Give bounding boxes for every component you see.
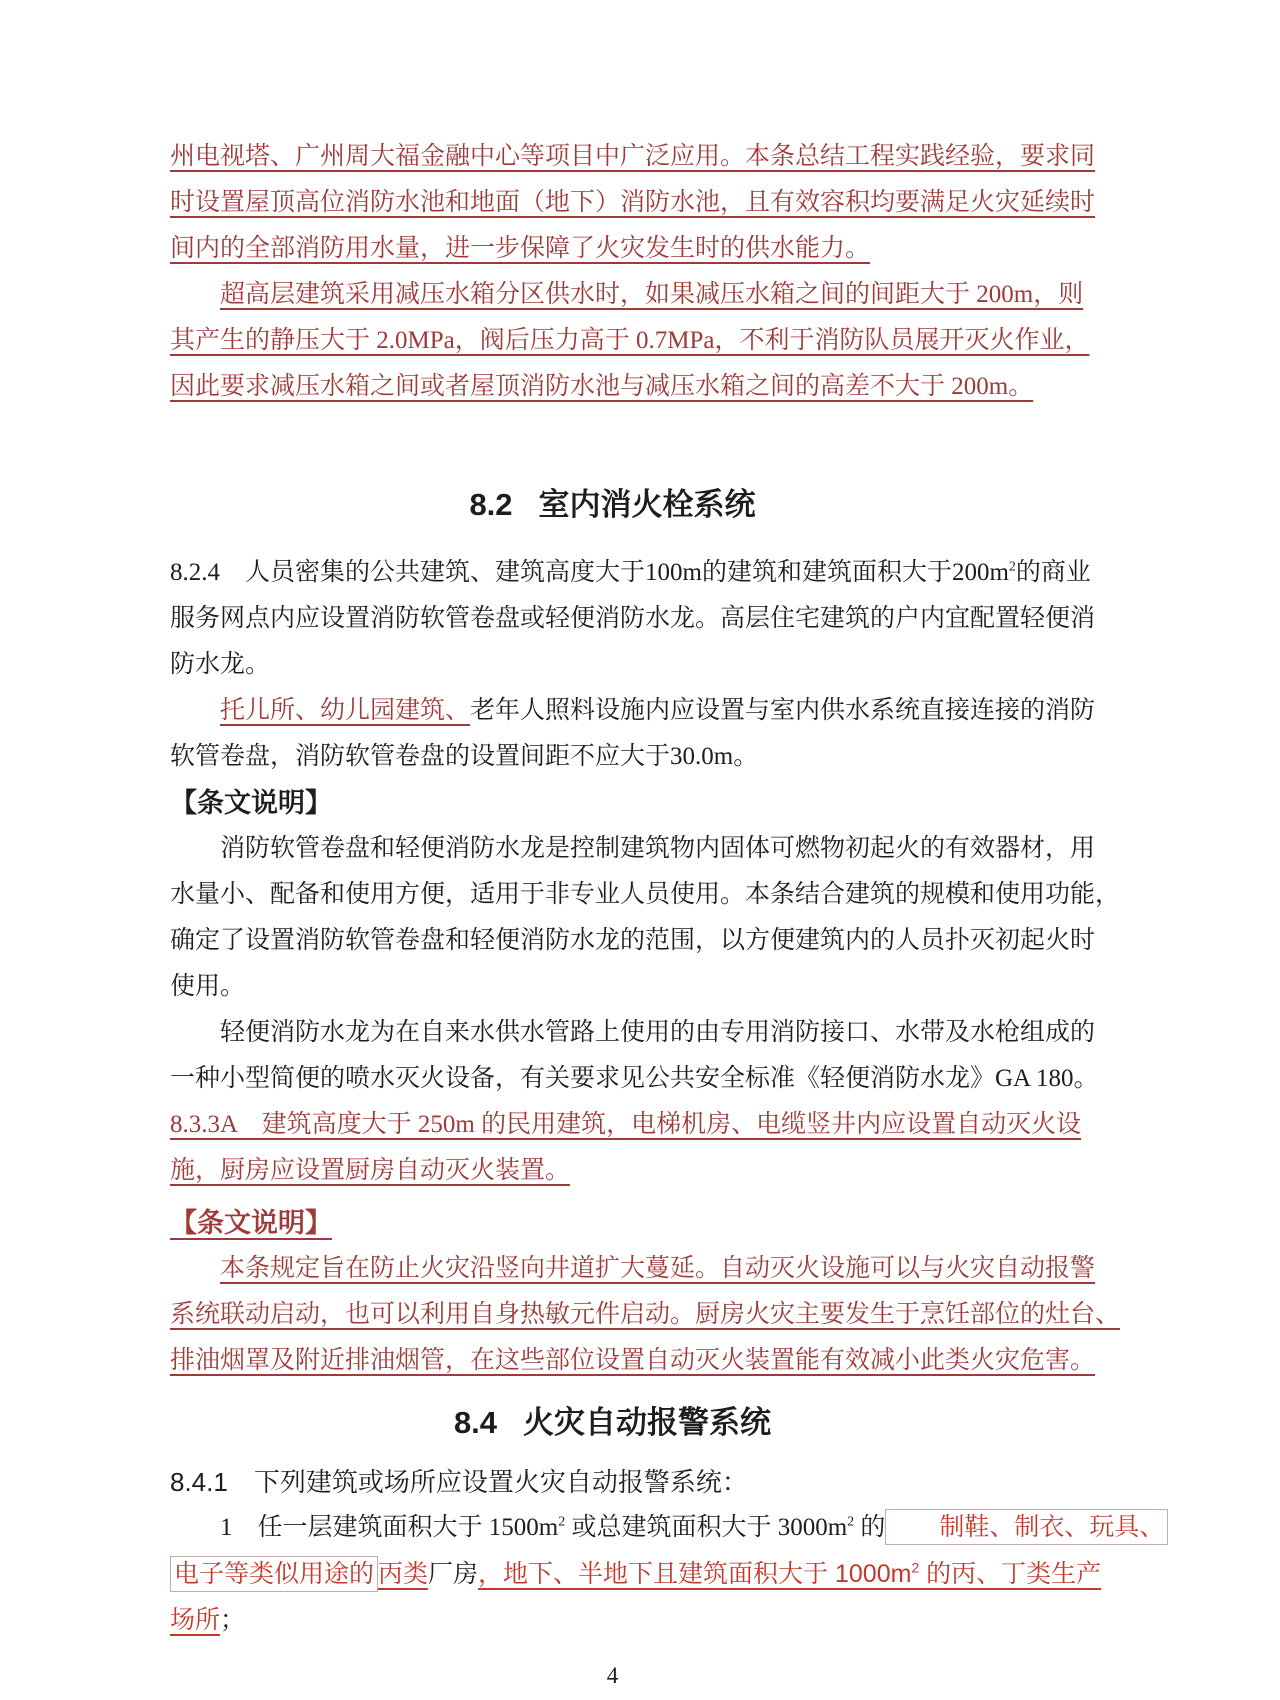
section-heading-8-4	[170, 1400, 1055, 1446]
superscript-2: 2	[911, 1559, 920, 1576]
item-1-semicolon: ；	[220, 1607, 246, 1634]
daycare-black-text: 老年人照料设施内应设置与室内供水系统直接连接的消防	[470, 697, 1096, 724]
clause-8-3-3A-line-1: 8.3.3A 建筑高度大于 250m 的民用建筑，电梯机房、电缆竖井内应设置自动灭火设	[170, 1111, 1082, 1138]
commentary-8-3-3A-line-3: 排油烟罩及附近排油烟管，在这些部位设置自动灭火装置能有效减小此类火灾危害。	[170, 1347, 1096, 1374]
clause-8-2-4-daycare-line-1	[170, 688, 1096, 734]
commentary-label-red: 【条文说明】	[170, 1208, 332, 1238]
red-addition-text: ，地下、半地下且建筑面积大于 1000m	[478, 1560, 912, 1588]
superscript-2: 2	[847, 1514, 855, 1530]
commentary-label-black: 【条文说明】	[170, 788, 332, 818]
clause-8-4-1: 8.4.1 下列建筑或场所应设置火灾自动报警系统：	[170, 1467, 748, 1497]
commentary-8-1-p2-line-1: 超高层建筑采用减压水箱分区供水时，如果减压水箱之间的间距大于 200m，则	[220, 281, 1084, 308]
commentary-8-2-4-p2-line-1: 轻便消防水龙为在自来水供水管路上使用的由专用消防接口、水带及水枪组成的	[220, 1019, 1096, 1046]
clause-8-2-4-line-2: 服务网点内应设置消防软管卷盘或轻便消防水龙。高层住宅建筑的户内宜配置轻便消	[170, 605, 1096, 632]
boxed-revision-phrase-part-2: 电子等类似用途的	[170, 1556, 378, 1592]
clause-8-3-3A-line-2: 施，厨房应设置厨房自动灭火装置。	[170, 1157, 571, 1184]
commentary-8-2-4-p2-line-2: 一种小型简便的喷水灭火设备，有关要求见公共安全标准《轻便消防水龙》GA 180。	[170, 1065, 1099, 1092]
red-underlined-bingclass: 丙类	[378, 1560, 429, 1588]
commentary-8-2-4-p1-line-3: 确定了设置消防软管卷盘和轻便消防水龙的范围，以方便建筑内的人员扑灭初起火时	[170, 927, 1096, 954]
superscript-2: 2	[1008, 559, 1016, 575]
item-1-black-changfang: 厂房	[428, 1561, 479, 1588]
item-1-black-text-mid: 或总建筑面积大于 3000m	[565, 1514, 848, 1541]
section-heading-8-2	[170, 482, 1055, 528]
commentary-8-3-3A-line-2: 系统联动启动，也可以利用自身热敏元件启动。厨房火灾主要发生于烹饪部位的灶台、	[170, 1301, 1121, 1328]
item-1-black-text: 1 任一层建筑面积大于 1500m	[220, 1514, 559, 1541]
commentary-8-1-p1-line-1: 州电视塔、广州周大福金融中心等项目中广泛应用。本条总结工程实践经验，要求同	[170, 143, 1096, 170]
clause-8-4-1-item-1-line-3	[170, 1597, 1055, 1643]
section-title-8-2: 室内消火栓系统	[538, 487, 756, 522]
section-number-8-4: 8.4	[453, 1405, 498, 1440]
clause-8-4-1-item-1-line-2	[170, 1551, 1102, 1597]
clause-8-2-4-daycare-line-2: 软管卷盘，消防软管卷盘的设置间距不应大于30.0m。	[170, 743, 759, 770]
commentary-8-2-4-p1-line-2: 水量小、配备和使用方便，适用于非专业人员使用。本条结合建筑的规模和使用功能，	[170, 881, 1121, 908]
clause-8-4-1-item-1-line-1	[170, 1505, 1165, 1551]
commentary-8-3-3A-line-1: 本条规定旨在防止火灾沿竖向井道扩大蔓延。自动灭火设施可以与火灾自动报警	[220, 1255, 1096, 1282]
red-underlined-changsuo: 场所	[170, 1606, 221, 1634]
commentary-8-1-p1-line-3: 间内的全部消防用水量，进一步保障了火灾发生时的供水能力。	[170, 235, 871, 262]
commentary-8-1-p2-line-2: 其产生的静压大于 2.0MPa，阀后压力高于 0.7MPa，不利于消防队员展开灭火作业，	[170, 327, 1090, 354]
commentary-8-2-4-p1-line-1: 消防软管卷盘和轻便消防水龙是控制建筑物内固体可燃物初起火的有效器材，用	[220, 835, 1096, 862]
red-addition-tail: 的丙、丁类生产	[919, 1560, 1102, 1588]
boxed-revision-phrase-part-1: 制鞋、制衣、玩具、	[885, 1509, 1168, 1545]
section-number-8-2: 8.2	[469, 487, 513, 522]
inserted-red-phrase: 托儿所、幼儿园建筑、	[220, 697, 471, 724]
clause-8-2-4-line-1	[170, 550, 1091, 596]
superscript-2: 2	[558, 1514, 566, 1530]
clause-8-2-4-text: 8.2.4 人员密集的公共建筑、建筑高度大于100m的建筑和建筑面积大于200m	[170, 559, 1009, 586]
commentary-8-1-p1-line-2: 时设置屋顶高位消防水池和地面（地下）消防水池，且有效容积均要满足火灾延续时	[170, 189, 1096, 216]
commentary-8-1-p2-line-3: 因此要求减压水箱之间或者屋顶消防水池与减压水箱之间的高差不大于 200m。	[170, 373, 1034, 400]
red-underlined-addition	[478, 1560, 1101, 1588]
section-title-8-4: 火灾自动报警系统	[523, 1405, 772, 1440]
clause-8-2-4-text-tail: 的商业	[1015, 559, 1091, 586]
commentary-8-2-4-p1-line-4: 使用。	[170, 973, 246, 1000]
clause-8-2-4-line-3: 防水龙。	[170, 651, 271, 678]
page-number: 4	[606, 1663, 619, 1688]
item-1-black-text-tail: 的	[854, 1514, 886, 1541]
